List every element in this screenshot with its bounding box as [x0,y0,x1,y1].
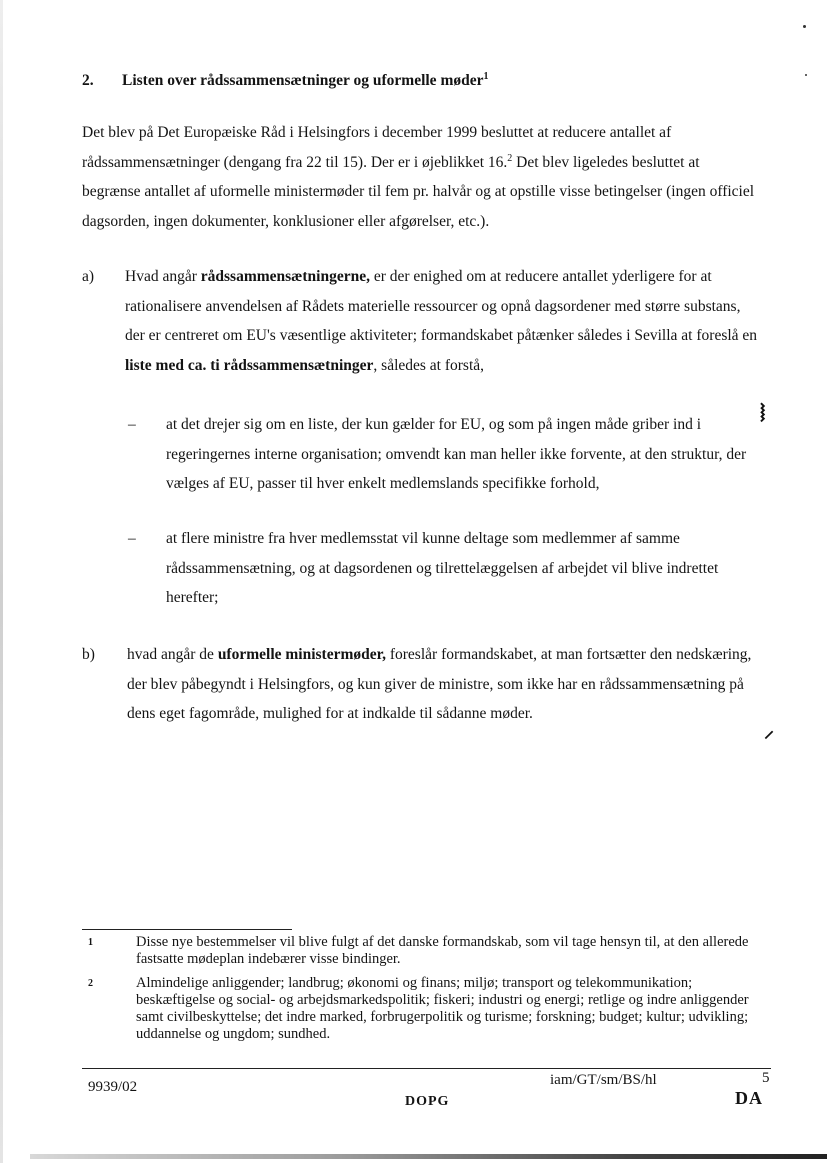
item-bold-text: uformelle ministermøder, [217,646,386,663]
dash-item [124,410,758,502]
item-body [125,262,758,380]
item-text: foreslår formandskabet, at man fortsætter den nedskæring, der blev påbegyndt i Helsingfors, og kun giver de ministre, som ikke har en rådssammensætning på dens eget fagområde, mulighed for at indkalde til sådanne møder. [127,646,752,722]
dash-item [124,524,758,616]
department-code: DOPG [405,1094,450,1109]
scan-speck [803,25,806,28]
footnote [88,975,768,1055]
item-bold-text: liste med ca. ti rådssammensætninger [125,356,374,374]
scan-mark: ⸝ [764,720,774,742]
item-text: , således at forstå, [373,356,485,374]
item-text: er der enighed om at reducere antallet yderligere for at rationalisere anvendelsen af Rådets materielle ressourcer og opnå dagsordener med større substans, der er centreret om EU's væsentlige aktiviteter; formandskabet påtænker således i Sevilla at foreslå en [125,268,758,344]
dash-item-text: at flere ministre fra hver medlemsstat vil kunne deltage som medlemmer af samme rådssammensætning, og at dagsordenen og tilrettelæggelsen af arbejdet vil blive indrettet herefter; [166,530,719,606]
scan-edge-left [0,0,3,1163]
intro-text: Det blev på Det Europæiske Råd i Helsingfors i december 1999 besluttet at reducere antallet af rådssammensætninger (dengang fra 22 til 15). Der er i øjeblikket 16. [82,124,672,171]
item-marker: b) [82,646,95,663]
intro-text-continued: Det blev ligeledes besluttet at begrænse antallet af uformelle ministermøder til fem pr. halvår og at opstille visse betingelser (ingen officiel dagsorden, ingen dokumenter, konklusioner eller afgørelser, etc.). [82,153,755,230]
footnote-ref-2: 2 [507,152,513,164]
footnote-ref-1: 1 [483,70,489,82]
document-number: 9939/02 [88,1079,138,1095]
list-item-b [82,640,758,732]
scan-mark: ⧘ [760,398,766,427]
item-marker: a) [82,268,95,285]
scan-edge-bottom [30,1154,827,1159]
section-number: 2. [82,72,94,89]
language-code: DA [735,1088,763,1108]
footer-rule [82,1068,771,1069]
intro-paragraph [82,118,758,236]
footnote [88,934,768,974]
footnote-text: Disse nye bestemmelser vil blive fulgt af det danske formandskab, som vil tage hensyn til, at den allerede fastsatte mødeplan indebærer visse bindinger. [136,934,749,967]
section-title: Listen over rådssammensætninger og uformelle møder [122,72,484,89]
scan-speck [805,74,807,76]
page-number: 5 [762,1070,770,1086]
dash-marker: – [128,530,136,547]
footnote-number: 1 [88,937,93,948]
item-text: Hvad angår [125,268,201,285]
dash-marker: – [128,416,136,433]
section-heading [82,72,488,90]
item-body [127,640,758,729]
footnote-text: Almindelige anliggender; landbrug; økonomi og finans; miljø; transport og telekommunikation; beskæftigelse og social- og arbejdsmarkedspolitik; fiskeri; industri og energi; retlige og indre anliggender samt civilbeskyttelse; det indre marked, forbrugerpolitik og turisme; forskning; budget; kultur; udvikling; uddannelse og ungdom; sundhed. [136,975,749,1042]
item-bold-text: rådssammensætningerne, [200,268,370,285]
dash-item-text: at det drejer sig om en liste, der kun gælder for EU, og som på ingen måde griber ind i regeringernes interne organisation; omvendt kan man heller ikke forvente, at den struktur, der vælges af EU, passer til hver enkelt medlemslands specifikke forhold, [166,416,747,492]
reference-initials: iam/GT/sm/BS/hl [550,1072,657,1088]
footnote-separator [82,929,292,930]
list-item-a [82,262,758,382]
item-text: hvad angår de [127,646,218,663]
footnote-number: 2 [88,978,93,989]
